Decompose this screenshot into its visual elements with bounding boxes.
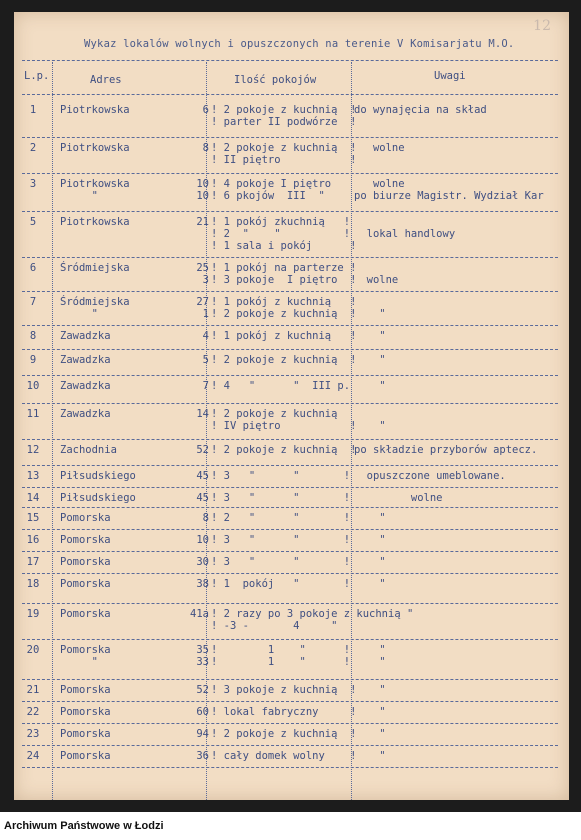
row-separator bbox=[22, 723, 558, 724]
row-notes: wolne bbox=[354, 492, 443, 504]
row-separator bbox=[22, 349, 558, 350]
row-address: Zawadzka bbox=[60, 408, 111, 420]
row-separator bbox=[22, 325, 558, 326]
row-separator bbox=[22, 137, 558, 138]
row-address: Pomorska bbox=[60, 578, 111, 590]
row-lp: 2 bbox=[29, 142, 37, 154]
row-rooms: ! 2 " " ! bbox=[211, 512, 351, 524]
row-notes: do wynajęcia na skład bbox=[354, 104, 487, 116]
row-number: 6 bbox=[202, 104, 209, 116]
row-address: Zachodnia bbox=[60, 444, 117, 456]
row-address: Zawadzka bbox=[60, 380, 111, 392]
row-notes: " bbox=[354, 534, 386, 546]
row-number: 25 3 bbox=[196, 262, 209, 286]
row-notes: " bbox=[354, 684, 386, 696]
row-separator bbox=[22, 291, 558, 292]
row-separator bbox=[22, 551, 558, 552]
row-number: 35 33 bbox=[196, 644, 209, 668]
row-number: 94 bbox=[196, 728, 209, 740]
row-number: 21 bbox=[196, 216, 209, 228]
row-rooms: ! 2 razy po 3 pokoje z kuchnią " ! -3 - 4 " bbox=[211, 608, 414, 632]
row-lp: 21 bbox=[26, 684, 40, 696]
row-address: Piotrkowska bbox=[60, 216, 130, 228]
row-notes: " bbox=[354, 556, 386, 568]
row-notes: " bbox=[354, 728, 386, 740]
row-notes: " bbox=[354, 578, 386, 590]
row-lp: 18 bbox=[26, 578, 40, 590]
row-address: Piłsudskiego bbox=[60, 492, 136, 504]
row-lp: 12 bbox=[26, 444, 40, 456]
row-separator bbox=[22, 745, 558, 746]
row-rooms: ! 3 pokoje z kuchnią ! bbox=[211, 684, 357, 696]
row-rooms: ! 4 " " III p. bbox=[211, 380, 351, 392]
row-rooms: ! 1 pokój na parterze ! ! 3 pokoje I piętro ! bbox=[211, 262, 357, 286]
row-lp: 17 bbox=[26, 556, 40, 568]
row-separator bbox=[22, 211, 558, 212]
row-notes: " bbox=[354, 512, 386, 524]
row-notes: " bbox=[354, 330, 386, 342]
row-separator bbox=[22, 603, 558, 604]
row-address: Pomorska bbox=[60, 512, 111, 524]
row-separator bbox=[22, 573, 558, 574]
row-rooms: ! lokal fabryczny ! bbox=[211, 706, 357, 718]
row-address: Śródmiejska " bbox=[60, 296, 130, 320]
row-rooms: ! 2 pokoje z kuchnią ! bbox=[211, 444, 357, 456]
row-address: Pomorska bbox=[60, 608, 111, 620]
row-notes: wolne po biurze Magistr. Wydział Kar bbox=[354, 178, 544, 202]
row-address: Śródmiejska bbox=[60, 262, 130, 274]
row-lp: 22 bbox=[26, 706, 40, 718]
corner-mark: 12 bbox=[533, 18, 551, 34]
row-lp: 13 bbox=[26, 470, 40, 482]
row-number: 8 bbox=[202, 512, 209, 524]
row-number: 45 bbox=[196, 492, 209, 504]
row-rooms: ! 3 " " ! bbox=[211, 556, 351, 568]
row-lp: 7 bbox=[29, 296, 37, 308]
row-number: 7 bbox=[202, 380, 209, 392]
row-lp: 24 bbox=[26, 750, 40, 762]
row-notes: " bbox=[354, 354, 386, 366]
row-address: Zawadzka bbox=[60, 354, 111, 366]
row-separator bbox=[22, 679, 558, 680]
row-lp: 3 bbox=[29, 178, 37, 190]
archive-footer bbox=[0, 812, 581, 840]
row-separator bbox=[22, 173, 558, 174]
row-address: Piotrkowska bbox=[60, 104, 130, 116]
row-lp: 6 bbox=[29, 262, 37, 274]
row-notes: " bbox=[379, 308, 386, 320]
row-number: 52 bbox=[196, 444, 209, 456]
row-rooms: ! 1 pokój " ! bbox=[211, 578, 351, 590]
row-number: 45 bbox=[196, 470, 209, 482]
row-lp: 11 bbox=[26, 408, 40, 420]
row-number: 27 1 bbox=[196, 296, 209, 320]
row-number: 38 bbox=[196, 578, 209, 590]
row-address: Pomorska bbox=[60, 556, 111, 568]
row-notes: " bbox=[379, 420, 386, 432]
row-lp: 9 bbox=[29, 354, 37, 366]
row-address: Pomorska " bbox=[60, 644, 111, 668]
row-lp: 20 bbox=[26, 644, 40, 656]
row-separator bbox=[22, 639, 558, 640]
row-rooms: ! 1 pokój zkuchnią ! ! 2 " " ! ! 1 sala i pokój ! bbox=[211, 216, 357, 252]
row-lp: 16 bbox=[26, 534, 40, 546]
row-lp: 19 bbox=[26, 608, 40, 620]
row-rooms: ! 2 pokoje z kuchnią ! ! II piętro ! bbox=[211, 142, 357, 166]
row-number: 10 bbox=[196, 534, 209, 546]
archive-name: Archiwum Państwowe w Łodzi bbox=[4, 820, 164, 832]
row-address: Pomorska bbox=[60, 728, 111, 740]
row-separator bbox=[22, 439, 558, 440]
row-rooms: ! 1 " ! ! 1 " ! bbox=[211, 644, 351, 668]
row-number: 10 10 bbox=[196, 178, 209, 202]
row-lp: 15 bbox=[26, 512, 40, 524]
row-number: 52 bbox=[196, 684, 209, 696]
row-separator bbox=[22, 403, 558, 404]
row-address: Pomorska bbox=[60, 750, 111, 762]
row-number: 60 bbox=[196, 706, 209, 718]
row-separator bbox=[22, 767, 558, 768]
row-address: Pomorska bbox=[60, 706, 111, 718]
row-notes: lokal handlowy bbox=[366, 228, 456, 240]
row-number: 41a bbox=[190, 608, 209, 620]
rule-header bbox=[22, 94, 558, 95]
row-number: 8 bbox=[202, 142, 209, 154]
row-lp: 8 bbox=[29, 330, 37, 342]
row-lp: 14 bbox=[26, 492, 40, 504]
row-address: Piotrkowska bbox=[60, 142, 130, 154]
row-rooms: ! 3 " " ! bbox=[211, 470, 351, 482]
row-lp: 23 bbox=[26, 728, 40, 740]
row-separator bbox=[22, 465, 558, 466]
row-lp: 1 bbox=[29, 104, 37, 116]
row-notes: " bbox=[354, 750, 386, 762]
column-header-notes: Uwagi bbox=[434, 70, 466, 82]
row-notes: wolne bbox=[366, 274, 399, 286]
row-separator bbox=[22, 701, 558, 702]
column-header-rooms: Ilość pokojów bbox=[234, 74, 317, 86]
row-rooms: ! 2 pokoje z kuchnią ! ! parter II podwórze ! bbox=[211, 104, 357, 128]
row-rooms: ! 4 pokoje I piętro ! 6 pkojów III " bbox=[211, 178, 332, 202]
row-notes: " bbox=[354, 706, 386, 718]
row-number: 30 bbox=[196, 556, 209, 568]
row-notes: " bbox=[354, 380, 386, 392]
row-rooms: ! 3 " " ! bbox=[211, 534, 351, 546]
row-lp: 10 bbox=[26, 380, 40, 392]
row-number: 14 bbox=[196, 408, 209, 420]
document-page bbox=[14, 12, 569, 800]
row-separator bbox=[22, 375, 558, 376]
row-number: 5 bbox=[202, 354, 209, 366]
row-rooms: ! 2 pokoje z kuchnią ! bbox=[211, 728, 357, 740]
row-rooms: ! 3 " " ! bbox=[211, 492, 351, 504]
row-rooms: ! 2 pokoje z kuchnią ! IV piętro ! bbox=[211, 408, 357, 432]
row-address: Pomorska bbox=[60, 534, 111, 546]
row-notes: " " bbox=[379, 644, 386, 668]
row-lp: 5 bbox=[29, 216, 37, 228]
row-separator bbox=[22, 529, 558, 530]
row-address: Zawadzka bbox=[60, 330, 111, 342]
row-address: Piłsudskiego bbox=[60, 470, 136, 482]
document-title: Wykaz lokalów wolnych i opuszczonych na terenie V Komisarjatu M.O. bbox=[84, 38, 515, 50]
row-address: Pomorska bbox=[60, 684, 111, 696]
row-address: Piotrkowska " bbox=[60, 178, 130, 202]
row-notes: wolne bbox=[354, 142, 405, 154]
column-header-lp: L.p. bbox=[24, 70, 50, 82]
row-rooms: ! 2 pokoje z kuchnią ! bbox=[211, 354, 357, 366]
row-separator bbox=[22, 257, 558, 258]
column-header-address: Adres bbox=[90, 74, 122, 86]
row-number: 36 bbox=[196, 750, 209, 762]
row-rooms: ! 1 pokój z kuchnią ! bbox=[211, 330, 357, 342]
row-notes: po składzie przyborów aptecz. bbox=[354, 444, 538, 456]
row-number: 4 bbox=[202, 330, 209, 342]
row-rooms: ! 1 pokój z kuchnią ! ! 2 pokoje z kuchnią ! bbox=[211, 296, 357, 320]
row-separator bbox=[22, 487, 558, 488]
row-rooms: ! cały domek wolny ! bbox=[211, 750, 357, 762]
row-separator bbox=[22, 507, 558, 508]
row-notes: opuszczone umeblowane. bbox=[354, 470, 506, 482]
rule-top bbox=[22, 60, 558, 61]
